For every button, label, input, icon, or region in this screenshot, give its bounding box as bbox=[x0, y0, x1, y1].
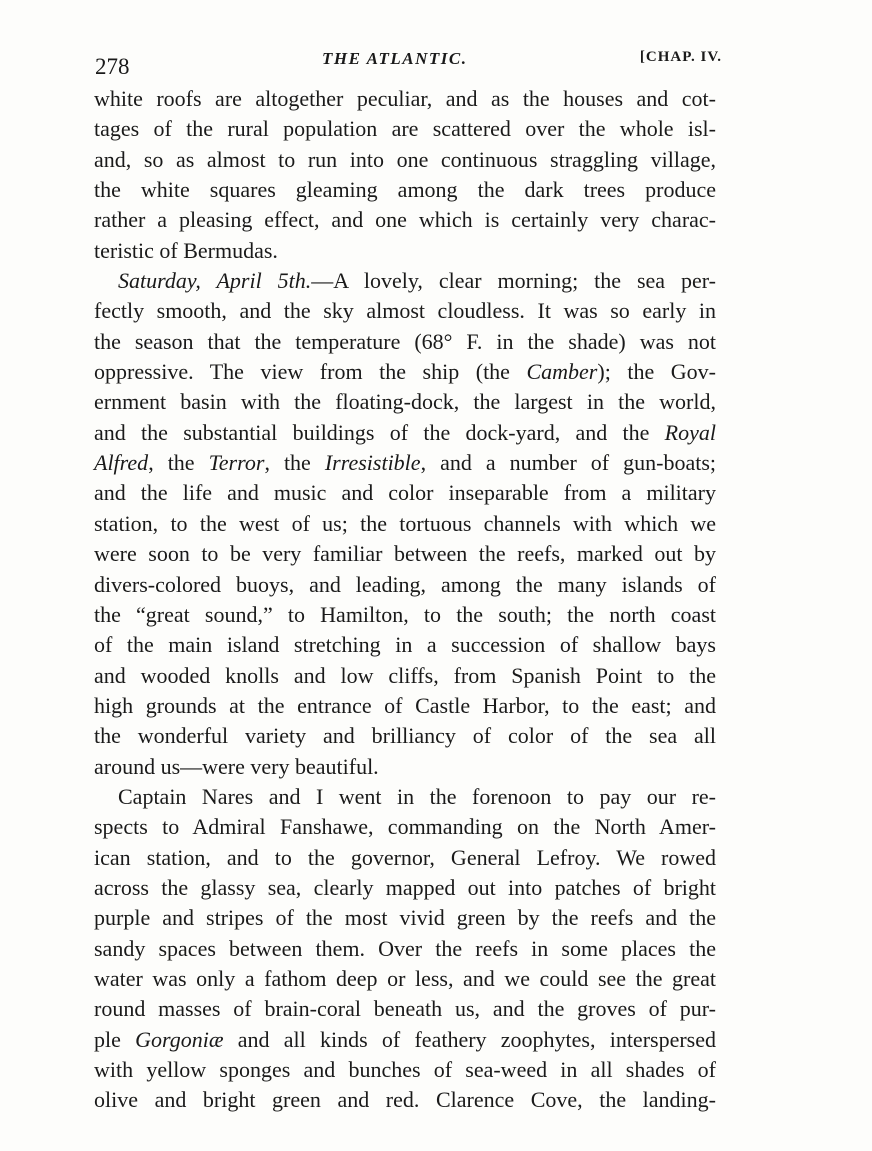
text-line: teristic of Bermudas. bbox=[94, 237, 278, 263]
text-line: across the glassy sea, clearly mapped out into patches of bright bbox=[94, 874, 716, 900]
paragraph-3 bbox=[94, 782, 716, 1116]
text-line: white roofs are altogether peculiar, and as the houses and cot- bbox=[94, 86, 716, 111]
text-line: and wooded knolls and low cliffs, from Spanish Point to the bbox=[94, 662, 716, 688]
text-line: were soon to be very familiar between the reefs, marked out by bbox=[94, 541, 716, 567]
text-line: tages of the rural population are scattered over the whole isl- bbox=[94, 116, 716, 142]
text-line: the wonderful variety and brilliancy of color of the sea all bbox=[94, 723, 716, 749]
text-line: and the substantial buildings of the dock-yard, and the Royal bbox=[94, 419, 716, 445]
text-line: water was only a fathom deep or less, and we could see the great bbox=[94, 965, 716, 991]
text-line: divers-colored buoys, and leading, among the many islands of bbox=[94, 571, 716, 597]
text-line: olive and bright green and red. Clarence Cove, the landing- bbox=[94, 1087, 716, 1113]
text-line: the white squares gleaming among the dark trees produce bbox=[94, 177, 716, 203]
text-line: station, to the west of us; the tortuous channels with which we bbox=[94, 510, 716, 536]
page-header bbox=[92, 44, 722, 78]
date-heading: Saturday, April 5th. bbox=[118, 268, 312, 294]
text-line: high grounds at the entrance of Castle Harbor, to the east; and bbox=[94, 692, 716, 718]
text-line: around us—were very beautiful. bbox=[94, 753, 379, 779]
text-line: Captain Nares and I went in the forenoon to pay our re- bbox=[118, 783, 716, 809]
text-line: sandy spaces between them. Over the reefs in some places the bbox=[94, 935, 716, 961]
text-line: and the life and music and color inseparable from a military bbox=[94, 480, 716, 506]
text-line: ernment basin with the floating-dock, the largest in the world, bbox=[94, 389, 716, 415]
text-line: ple Gorgoniæ and all kinds of feathery zoophytes, interspersed bbox=[94, 1026, 716, 1052]
text-line: fectly smooth, and the sky almost cloudless. It was so early in bbox=[94, 298, 716, 324]
text-line: oppressive. The view from the ship (the Camber); the Gov- bbox=[94, 359, 716, 385]
chapter-reference: [CHAP. IV. bbox=[639, 49, 722, 65]
text-line: Alfred, the Terror, the Irresistible, and a number of gun-boats; bbox=[94, 450, 716, 476]
paragraph-1 bbox=[94, 84, 716, 266]
text-line: round masses of brain-coral beneath us, and the groves of pur- bbox=[94, 996, 716, 1022]
text-line: the “great sound,” to Hamilton, to the south; the north coast bbox=[94, 601, 716, 627]
running-title: THE ATLANTIC. bbox=[322, 49, 468, 68]
text-line: purple and stripes of the most vivid green by the reefs and the bbox=[94, 905, 716, 931]
text-line: of the main island stretching in a succession of shallow bays bbox=[94, 632, 716, 658]
text-line: with yellow sponges and bunches of sea-weed in all shades of bbox=[94, 1057, 716, 1082]
text-line: ican station, and to the governor, General Lefroy. We rowed bbox=[94, 844, 716, 870]
paragraph-2 bbox=[94, 266, 716, 782]
text-line: spects to Admiral Fanshawe, commanding on the North Amer- bbox=[94, 814, 716, 840]
text-line: Saturday, April 5th.—A lovely, clear morning; the sea per- bbox=[118, 268, 716, 294]
text-line: and, so as almost to run into one continuous straggling village, bbox=[94, 146, 716, 172]
page-number: 278 bbox=[95, 54, 130, 79]
text-line: rather a pleasing effect, and one which is certainly very charac- bbox=[94, 207, 716, 233]
body-text bbox=[94, 84, 716, 1116]
text-line: the season that the temperature (68° F. in the shade) was not bbox=[94, 328, 716, 354]
